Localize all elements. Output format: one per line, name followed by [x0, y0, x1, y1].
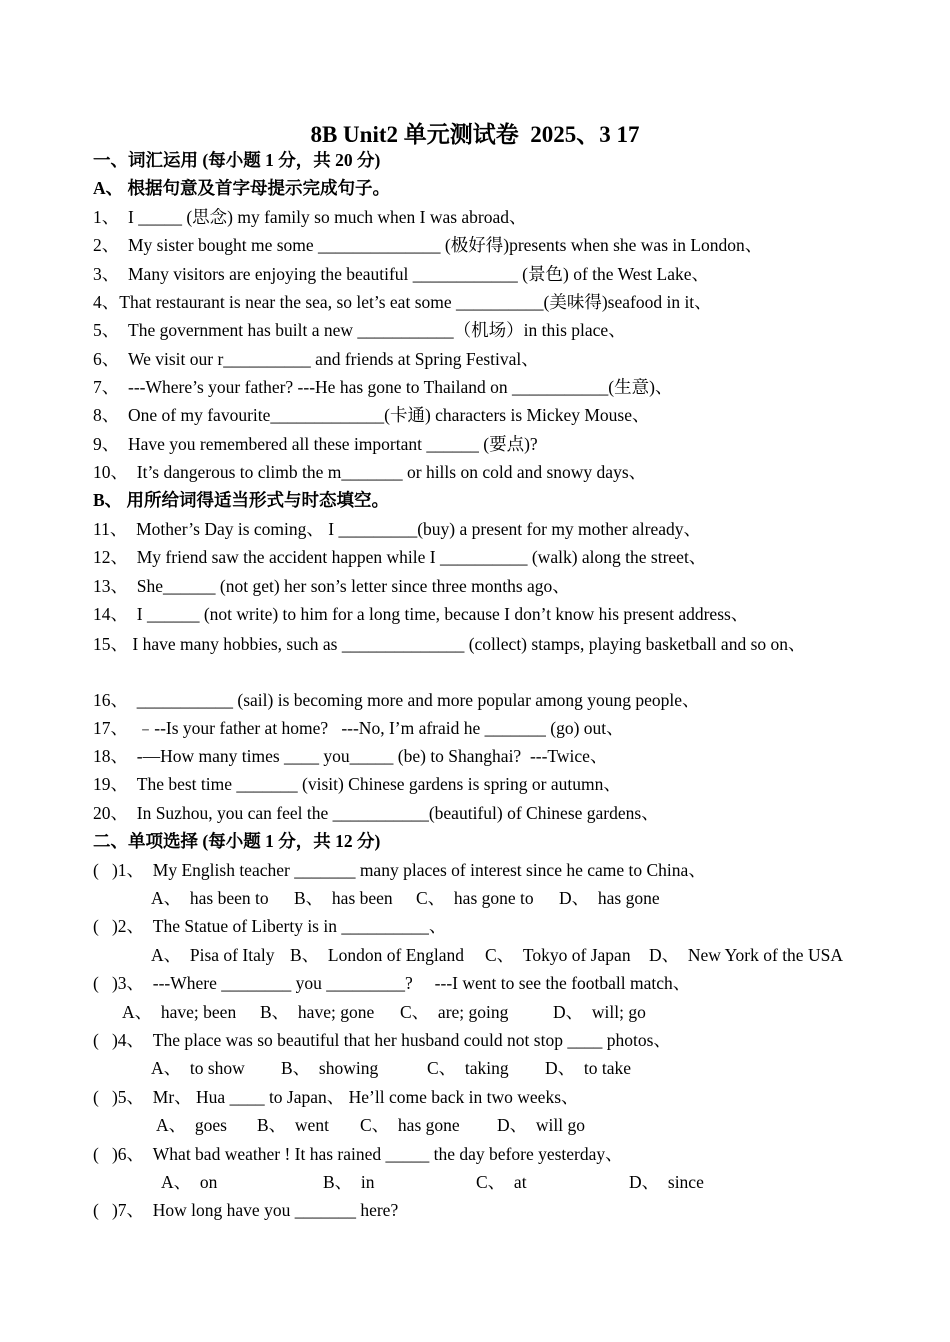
- question-item: 4、That restaurant is near the sea, so let’s eat some __________(美味得)seafood in it、: [93, 292, 712, 312]
- mc-option: D、 will go: [497, 1115, 585, 1135]
- mc-option: A、 to show: [151, 1058, 245, 1078]
- question-item: 19、 The best time _______ (visit) Chinese gardens is spring or autumn、: [93, 774, 621, 794]
- mc-option: D、 will; go: [553, 1002, 646, 1022]
- mc-option: D、 to take: [545, 1058, 632, 1078]
- question-item: 16、 ___________ (sail) is becoming more and more popular among young people、: [93, 690, 700, 710]
- mc-question-stem: ( )1、 My English teacher _______ many places of interest since he came to China、: [93, 860, 706, 880]
- question-item: 17、 ﹣--Is your father at home? ---No, I’m afraid he _______ (go) out、: [93, 718, 624, 738]
- question-item: 10、 It’s dangerous to climb the m_______ or hills on cold and snowy days、: [93, 462, 647, 482]
- section1-heading: 一、词汇运用 (每小题 1 分，共 20 分): [93, 150, 381, 170]
- question-item: 3、 Many visitors are enjoying the beautiful ____________ (景色) of the West Lake、: [93, 264, 709, 284]
- mc-question-stem: ( )5、 Mr、 Hua ____ to Japan、 He’ll come back in two weeks、: [93, 1087, 579, 1107]
- mc-option: D、 has gone: [559, 888, 660, 908]
- question-item: 13、 She______ (not get) her son’s letter since three months ago、: [93, 576, 570, 596]
- section2-heading: 二、单项选择 (每小题 1 分，共 12 分): [93, 831, 381, 851]
- question-item: 12、 My friend saw the accident happen while I __________ (walk) along the street、: [93, 547, 707, 567]
- mc-question-stem: ( )7、 How long have you _______ here?: [93, 1200, 399, 1220]
- mc-option: C、 are; going: [400, 1002, 509, 1022]
- partB-heading: B、 用所给词得适当形式与时态填空。: [93, 490, 390, 510]
- question-item-wrapped: 15、 I have many hobbies, such as ______________ (collect) stamps, playing basketball and so on、: [93, 634, 806, 654]
- question-item: 14、 I ______ (not write) to him for a long time, because I don’t know his present address、: [93, 604, 749, 624]
- mc-option: B、 London of England: [290, 945, 465, 965]
- question-item: 8、 One of my favourite_____________(卡通) characters is Mickey Mouse、: [93, 405, 650, 425]
- question-item: 7、 ---Where’s your father? ---He has gone to Thailand on ___________(生意)、: [93, 377, 673, 397]
- mc-option: B、 has been: [294, 888, 393, 908]
- mc-question-stem: ( )6、 What bad weather ! It has rained _____ the day before yesterday、: [93, 1144, 623, 1164]
- partA-heading: A、 根据句意及首字母提示完成句子。: [93, 178, 391, 198]
- mc-option: B、 in: [323, 1172, 375, 1192]
- mc-option: A、 Pisa of Italy: [151, 945, 275, 965]
- mc-option: C、 has gone: [360, 1115, 460, 1135]
- mc-option: B、 went: [257, 1115, 329, 1135]
- mc-option: A、 goes: [156, 1115, 227, 1135]
- mc-option: C、 Tokyo of Japan: [485, 945, 631, 965]
- mc-option: C、 at: [476, 1172, 527, 1192]
- question-item: 18、 -—How many times ____ you_____ (be) to Shanghai? ---Twice、: [93, 746, 608, 766]
- mc-option: D、 New York of the USA: [649, 945, 843, 965]
- question-item: 11、 Mother’s Day is coming、 I _________(buy) a present for my mother already、: [93, 519, 701, 539]
- question-item: 5、 The government has built a new ___________（机场）in this place、: [93, 320, 626, 340]
- page-title: 8B Unit2 单元测试卷 2025、3 17: [310, 122, 640, 147]
- mc-question-stem: ( )2、 The Statue of Liberty is in __________、: [93, 916, 447, 936]
- mc-option: A、 has been to: [151, 888, 269, 908]
- mc-option: B、 have; gone: [260, 1002, 375, 1022]
- mc-option: A、 on: [161, 1172, 218, 1192]
- question-item: 1、 I _____ (思念) my family so much when I was abroad、: [93, 207, 527, 227]
- mc-option: B、 showing: [281, 1058, 379, 1078]
- question-item: 2、 My sister bought me some ______________ (极好得)presents when she was in London、: [93, 235, 763, 255]
- question-item: 6、 We visit our r__________ and friends at Spring Festival、: [93, 349, 539, 369]
- mc-question-stem: ( )4、 The place was so beautiful that her husband could not stop ____ photos、: [93, 1030, 671, 1050]
- mc-question-stem: ( )3、 ---Where ________ you _________? ---I went to see the football match、: [93, 973, 691, 993]
- mc-option: A、 have; been: [122, 1002, 237, 1022]
- question-item: 9、 Have you remembered all these important ______ (要点)?: [93, 434, 538, 454]
- question-item: 20、 In Suzhou, you can feel the ___________(beautiful) of Chinese gardens、: [93, 803, 659, 823]
- mc-option: C、 has gone to: [416, 888, 534, 908]
- mc-option: D、 since: [629, 1172, 704, 1192]
- mc-option: C、 taking: [427, 1058, 509, 1078]
